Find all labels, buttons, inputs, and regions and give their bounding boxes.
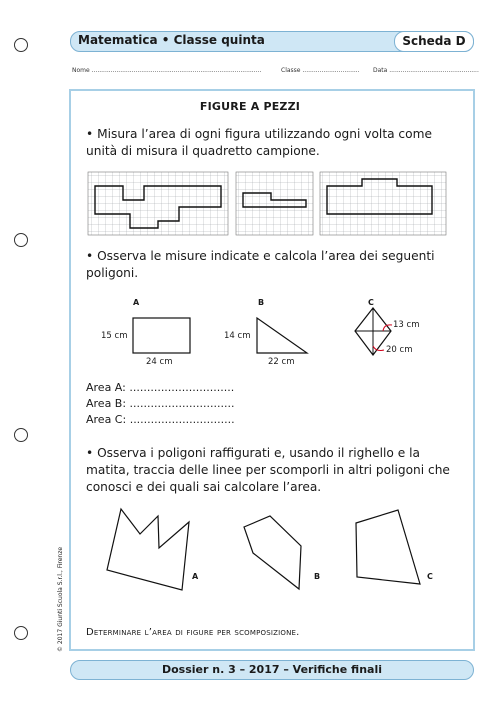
question-1: • Misura l’area di ogni figura utilizzando ogni volta come unità di misura il quadretto campione. xyxy=(86,127,432,158)
polygon-c xyxy=(356,510,420,584)
bottom-bar: Dossier n. 3 – 2017 – Verifiche finali xyxy=(70,660,474,680)
measure-c-diag1: 13 cm xyxy=(393,320,420,330)
date-field: Data ............................................... xyxy=(373,67,479,74)
page-title: FIGURE A PEZZI xyxy=(199,100,301,113)
sheet-label: Scheda D xyxy=(394,31,474,52)
polygon-c-label: C xyxy=(427,572,433,581)
copyright: © 2017 Giunti Scuola S.r.l., Firenze xyxy=(57,546,64,652)
measure-b-height: 14 cm xyxy=(224,331,251,341)
measure-a-height: 15 cm xyxy=(101,331,128,341)
measure-c-diag2: 20 cm xyxy=(386,345,413,355)
area-b-line: Area B: .............................. xyxy=(86,397,235,410)
measure-a-width: 24 cm xyxy=(146,357,173,367)
measure-b-width: 22 cm xyxy=(268,357,295,367)
polygon-b xyxy=(244,516,301,589)
header-title: Matematica • Classe quinta xyxy=(78,33,265,47)
name-field: Nome ......................................................................................... xyxy=(72,67,262,74)
area-a-line: Area A: .............................. xyxy=(86,381,235,394)
shape-a-label: A xyxy=(133,298,140,307)
shape-b-label: B xyxy=(258,298,265,307)
question-3: • Osserva i poligoni raffigurati e, usando il righello e la matita, traccia delle linee per scomporli in altri poligoni che conosci e dei quali sai calcolare l’area. xyxy=(86,446,450,494)
shape-c-label: C xyxy=(368,298,374,307)
footer-note: Determinare l’area di figure per scomposizione. xyxy=(86,627,300,638)
question-2: • Osserva le misure indicate e calcola l’area dei seguenti poligoni. xyxy=(86,249,435,280)
area-c-line: Area C: .............................. xyxy=(86,413,235,426)
polygon-a-label: A xyxy=(192,572,199,581)
polygon-b-label: B xyxy=(314,572,321,581)
polygon-a xyxy=(107,509,189,590)
class-field: Classe .............................. xyxy=(281,67,360,74)
